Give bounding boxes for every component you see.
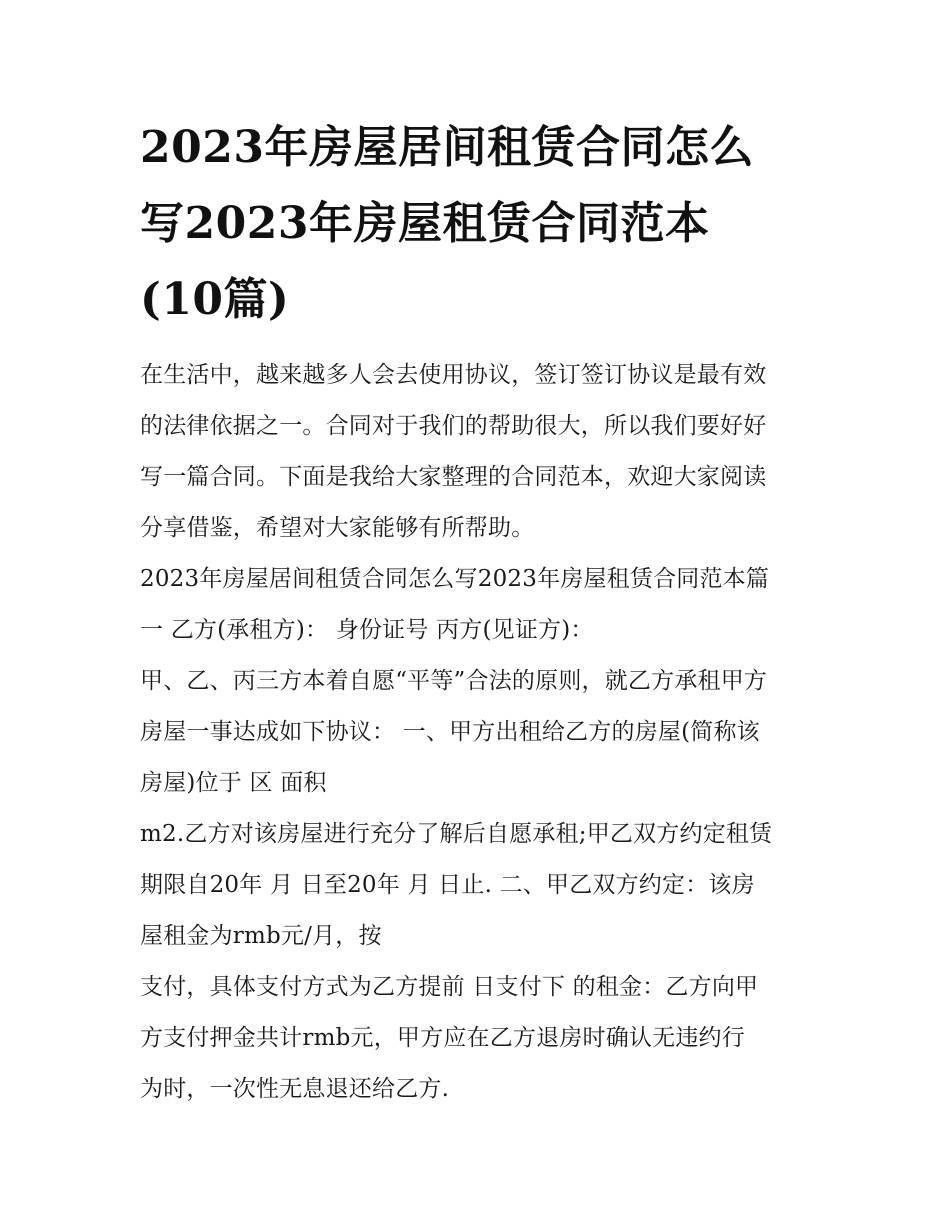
document-title bbox=[140, 110, 815, 338]
agreement-paragraph bbox=[140, 656, 815, 809]
text-line: 房屋一事达成如下协议： 一、甲方出租给乙方的房屋(简称该 bbox=[140, 719, 760, 745]
text-line: 期限自20年 月 日至20年 月 日止. 二、甲乙双方约定：该房 bbox=[140, 872, 755, 898]
text-line: 屋租金为rmb元/月，按 bbox=[140, 923, 382, 949]
text-line: 甲、乙、丙三方本着自愿“平等”合法的原则，就乙方承租甲方 bbox=[140, 668, 768, 694]
title-line: 写2023年房屋租赁合同范本 bbox=[140, 198, 710, 249]
text-line: 的法律依据之一。合同对于我们的帮助很大，所以我们要好好 bbox=[140, 413, 767, 439]
document-body bbox=[140, 110, 815, 1115]
text-line: 一 乙方(承租方)： 身份证号 丙方(见证方)： bbox=[140, 617, 594, 643]
text-line: 方支付押金共计rmb元，甲方应在乙方退房时确认无违约行 bbox=[140, 1025, 745, 1051]
text-line: 2023年房屋居间租赁合同怎么写2023年房屋租赁合同范本篇 bbox=[140, 566, 770, 592]
text-line: 分享借鉴，希望对大家能够有所帮助。 bbox=[140, 515, 535, 541]
text-line: m2.乙方对该房屋进行充分了解后自愿承租;甲乙双方约定租赁 bbox=[140, 821, 773, 847]
text-line: 在生活中，越来越多人会去使用协议，签订签订协议是最有效 bbox=[140, 362, 767, 388]
payment-paragraph bbox=[140, 962, 815, 1115]
intro-paragraph bbox=[140, 350, 815, 554]
text-line: 为时，一次性无息退还给乙方. bbox=[140, 1076, 450, 1102]
title-line: 2023年房屋居间租赁合同怎么 bbox=[140, 122, 754, 173]
text-line: 写一篇合同。下面是我给大家整理的合同范本，欢迎大家阅读 bbox=[140, 464, 767, 490]
contract-heading-paragraph bbox=[140, 554, 815, 656]
title-line: (10篇) bbox=[140, 274, 290, 325]
text-line: 支付，具体支付方式为乙方提前 日支付下 的租金：乙方向甲 bbox=[140, 974, 759, 1000]
text-line: 房屋)位于 区 面积 bbox=[140, 770, 327, 796]
lease-term-paragraph bbox=[140, 809, 815, 962]
